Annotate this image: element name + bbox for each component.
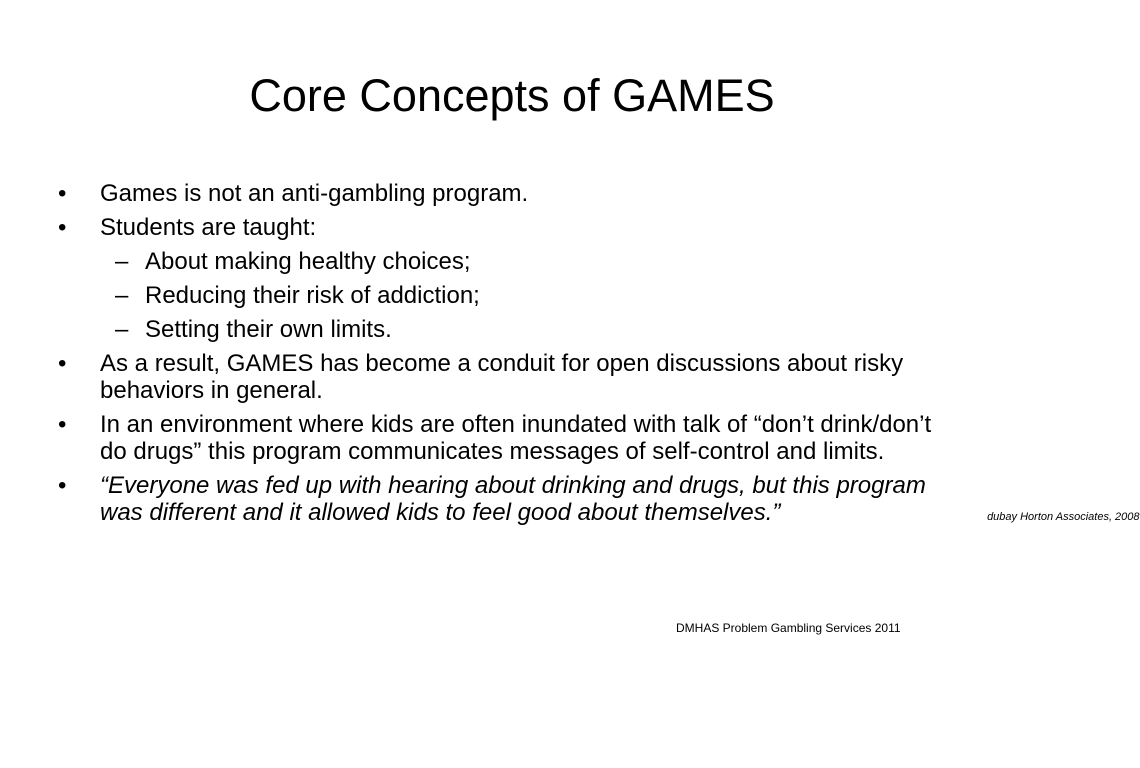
sub-bullet-item-3 xyxy=(58,316,958,343)
bullet-list xyxy=(58,180,1140,538)
sub-bullet-item-2 xyxy=(58,282,958,309)
bullet-item-3 xyxy=(58,350,958,404)
bullet-marker: • xyxy=(58,214,67,241)
quote-text: “Everyone was fed up with hearing about drinking and drugs, but this program was different and it allowed kids to feel good about themselves.” xyxy=(100,472,926,526)
slide-title: Core Concepts of GAMES xyxy=(249,70,775,121)
dash-marker: – xyxy=(115,316,129,343)
bullet-text: Games is not an anti-gambling program. xyxy=(100,180,529,207)
bullet-marker: • xyxy=(58,180,67,207)
sub-bullet-item-1 xyxy=(58,248,958,275)
bullet-marker: • xyxy=(58,411,67,438)
bullet-item-4 xyxy=(58,411,958,465)
quote-item xyxy=(58,472,1140,531)
bullet-item-2 xyxy=(58,214,958,241)
bullet-text: In an environment where kids are often inundated with talk of “don’t drink/don’t do drugs” this program communicates messages of self-control and limits. xyxy=(100,411,932,465)
bullet-marker: • xyxy=(58,472,67,499)
dash-marker: – xyxy=(115,282,129,309)
sub-bullet-text: About making healthy choices; xyxy=(145,248,471,275)
quote-citation: dubay Horton Associates, 2008 xyxy=(987,511,1140,523)
bullet-marker: • xyxy=(58,350,67,377)
dash-marker: – xyxy=(115,248,129,275)
bullet-item-1 xyxy=(58,180,958,207)
sub-bullet-text: Reducing their risk of addiction; xyxy=(145,282,480,309)
bullet-text: As a result, GAMES has become a conduit for open discussions about risky behaviors in general. xyxy=(100,350,904,404)
sub-bullet-text: Setting their own limits. xyxy=(145,316,392,343)
footer-credit: DMHAS Problem Gambling Services 2011 xyxy=(676,621,901,635)
bullet-text: Students are taught: xyxy=(100,214,317,241)
